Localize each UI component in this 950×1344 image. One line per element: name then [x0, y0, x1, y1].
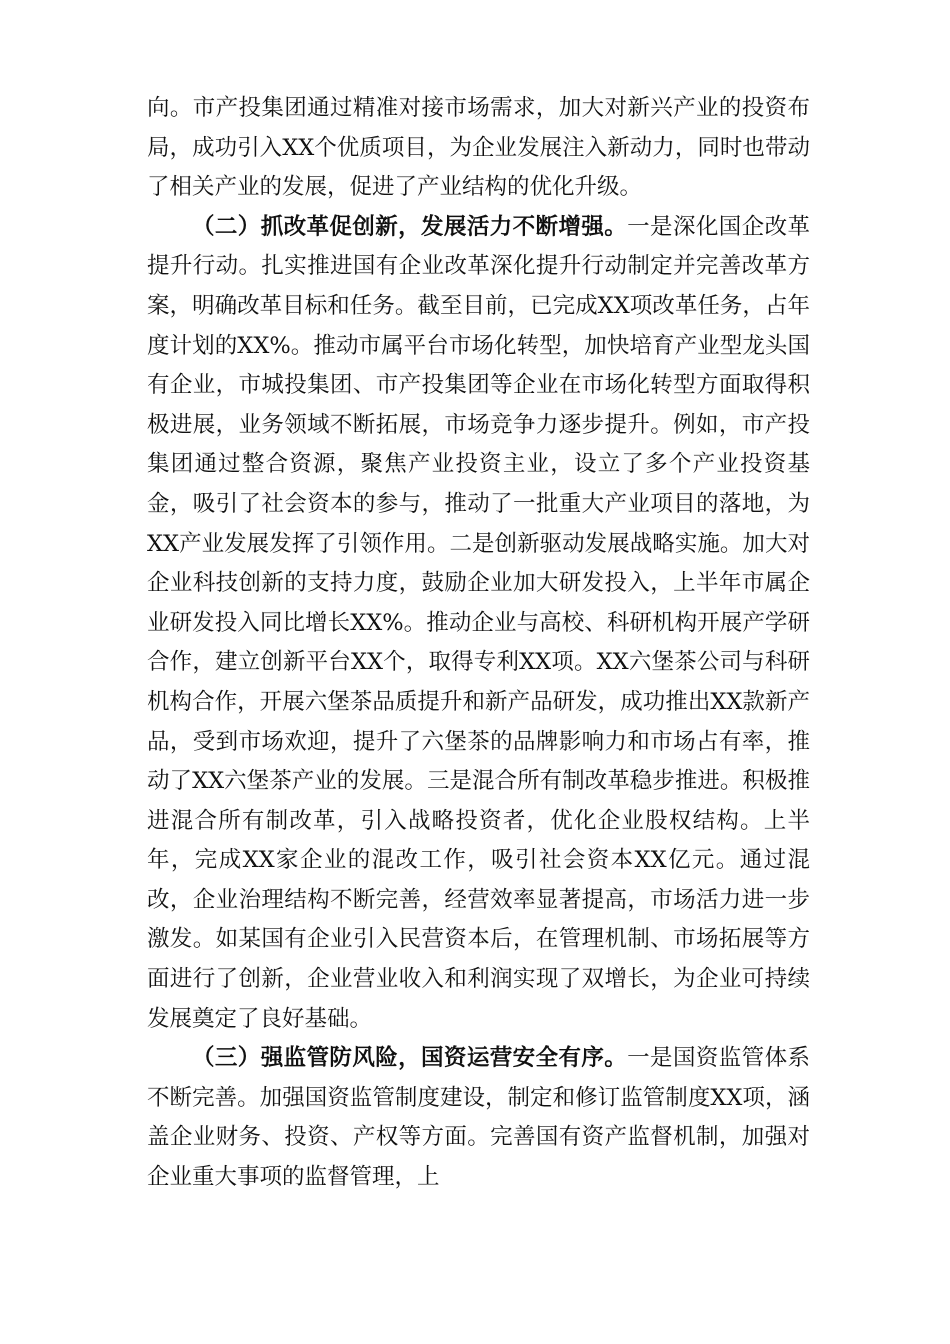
paragraph-text: 向。市产投集团通过精准对接市场需求，加大对新兴产业的投资布局，成功引入XX个优质项目，为企业发展注入新动力，同时也带动了相关产业的发展，促进了产业结构的优化升级。	[147, 95, 810, 201]
paragraph-section-three	[147, 1039, 810, 1197]
paragraph-section-two	[147, 208, 810, 1039]
document-page	[147, 89, 810, 1198]
paragraph-text: 一是国资监管体系不断完善。加强国资监管制度建设，制定和修订监管制度XX项，涵盖企业财务、投资、产权等方面。完善国有资产监督机制，加强对企业重大事项的监督管理，上	[147, 1045, 810, 1191]
section-heading: （三）强监管防风险，国资运营安全有序。	[192, 1045, 628, 1072]
paragraph-text: 一是深化国企改革提升行动。扎实推进国有企业改革深化提升行动制定并完善改革方案，明确改革目标和任务。截至目前，已完成XX项改革任务，占年度计划的XX%。推动市属平台市场化转型，加快培育产业型龙头国有企业，市城投集团、市产投集团等企业在市场化转型方面取得积极进展，业务领域不断拓展，市场竞争力逐步提升。例如，市产投集团通过整合资源，聚焦产业投资主业，设立了多个产业投资基金，吸引了社会资本的参与，推动了一批重大产业项目的落地，为XX产业发展发挥了引领作用。二是创新驱动发展战略实施。加大对企业科技创新的支持力度，鼓励企业加大研发投入，上半年市属企业研发投入同比增长XX%。推动企业与高校、科研机构开展产学研合作，建立创新平台XX个，取得专利XX项。XX六堡茶公司与科研机构合作，开展六堡茶品质提升和新产品研发，成功推出XX款新产品，受到市场欢迎，提升了六堡茶的品牌影响力和市场占有率，推动了XX六堡茶产业的发展。三是混合所有制改革稳步推进。积极推进混合所有制改革，引入战略投资者，优化企业股权结构。上半年，完成XX家企业的混改工作，吸引社会资本XX亿元。通过混改，企业治理结构不断完善，经营效率显著提高，市场活力进一步激发。如某国有企业引入民营资本后，在管理机制、市场拓展等方面进行了创新，企业营业收入和利润实现了双增长，为企业可持续发展奠定了良好基础。	[147, 213, 810, 1032]
section-heading: （二）抓改革促创新，发展活力不断增强。	[192, 213, 628, 240]
paragraph-continuation	[147, 89, 810, 208]
